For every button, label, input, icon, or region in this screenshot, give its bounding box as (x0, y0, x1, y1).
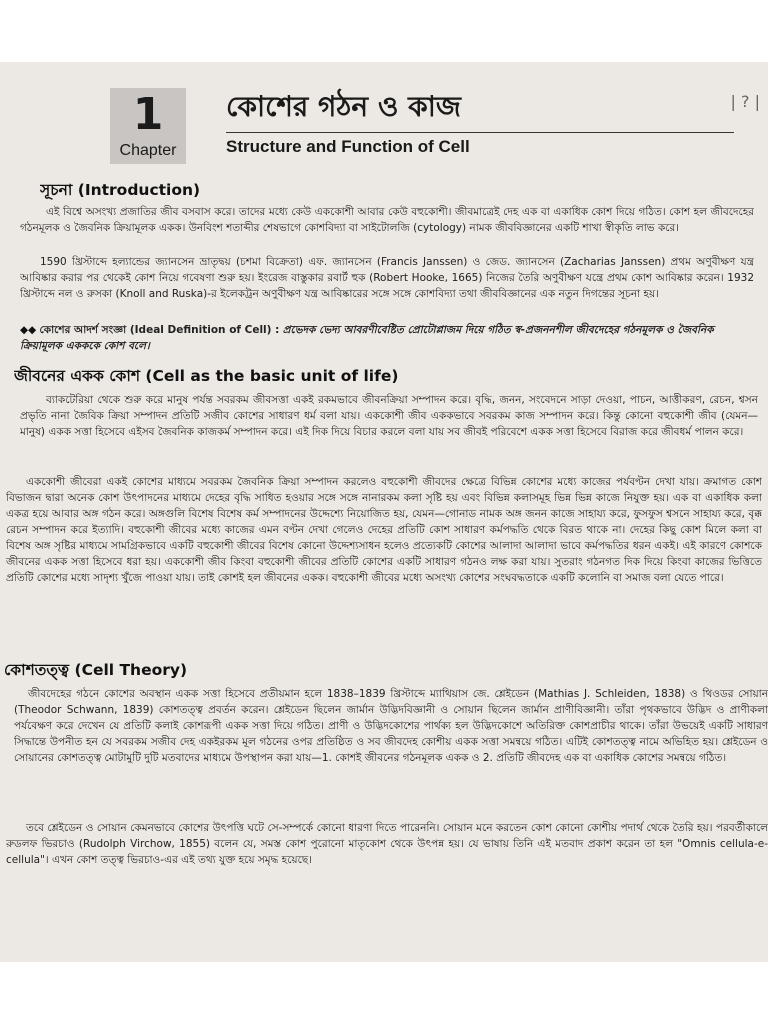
section-heading-cell-theory: কোশতত্ত্ব (Cell Theory) (4, 661, 188, 679)
intro-paragraph-2: 1590 খ্রিস্টাব্দে হল্যান্ডের জ্যানসেন ভ্রাতৃদ্বয় (চশমা বিক্রেতা) এফ. জ্যানসেন (Francis Janssen) ও জেড. জ্যানসেন (Zacharias Janssen) প্রথম অণুবীক্ষণ যন্ত্র আবিষ্কার করার পর থেকেই কোশ নিয়ে গবেষণা শুরু হয়। ইংরেজ বাস্তুকার রবার্ট হুক (Robert Hooke, 1665) নিজের তৈরি অণুবীক্ষণ যন্ত্রে প্রথম কোশ আবিষ্কার করেন। 1932 খ্রিস্টাব্দে নল ও রুসকা (Knoll and Ruska)-র ইলেকট্রন অণুবীক্ষণ যন্ত্র আবিষ্কারের সঙ্গে সঙ্গে কোশবিদ্যা তথা জীববিজ্ঞানের এক নতুন দিগন্তের সূচনা হয়। (20, 256, 754, 300)
section-heading-cell-unit: জীবনের একক কোশ (Cell as the basic unit of life) (14, 367, 399, 385)
title-divider (226, 132, 734, 133)
cell-theory-paragraph-1: জীবদেহের গঠনে কোশের অবস্থান একক সত্তা হিসেবে প্রতীয়মান হলে 1838–1839 খ্রিস্টাব্দে ম্যাথিয়াস জে. শ্লেইডেন (Mathias J. Schleiden, 1838) ও থিওডর সোয়ান (Theodor Schwann, 1839) কোশতত্ত্ব প্রবর্তন করেন। শ্লেইডেন ছিলেন জার্মান উদ্ভিদবিজ্ঞানী ও সোয়ান ছিলেন জার্মান প্রাণীবিজ্ঞানী। তাঁরা পৃথকভাবে উদ্ভিদ ও প্রাণীকলা পর্যবেক্ষণ করে দেখেন যে প্রতিটি কলাই কোশরূপী একক সত্তা দিয়ে গঠিত। প্রাণী ও উদ্ভিদকোশের পার্থক্য হল উদ্ভিদকোশে অতিরিক্ত কোশপ্রাচীর থাকে। তাঁরা উভয়েই একটি সাধারণ সিদ্ধান্তে উপনীত হন যে সবরকম সজীব দেহ একইরকম মূল গঠনের ওপর প্রতিষ্ঠিত ও সব জীবদেহ কোশীয় একক সত্তা সমন্বয়ে গঠিত। এটিই কোশতত্ত্ব নামে অভিহিত হয়। শ্লেইডেন ও সোয়ানের কোশতত্ত্ব মোটামুটি দুটি মতবাদের মাধ্যমে উপস্থাপন করা যায়—1. কোশই জীবনের গঠনমূলক একক ও 2. প্রতিটি জীবদেহ এক বা একাধিক কোশের সমন্বয়ে গঠিত। (14, 688, 768, 764)
definition-heading: কোশের আদর্শ সংজ্ঞা (Ideal Definition of Cell) : (39, 324, 280, 336)
definition-body: প্রভেদক ভেদ্য আবরণীবেষ্টিত প্রোটোপ্লাজম দিয়ে গঠিত স্ব-প্রজননশীল জীবদেহের গঠনমূলক ও জৈবনিক ক্রিয়ামূলক একককে কোশ বলে। (20, 324, 714, 352)
chapter-title-bengali: কোশের গঠন ও কাজ (226, 90, 461, 123)
chapter-number: 1 (132, 89, 164, 140)
cell-unit-paragraph-1: ব্যাকটেরিয়া থেকে শুরু করে মানুষ পর্যন্ত সবরকম জীবসত্তা একই রকমভাবে জীবনক্রিয়া সম্পাদন করে। বৃদ্ধি, জনন, সংবেদনে সাড়া দেওয়া, পাচন, আত্তীকরণ, রেচন, শ্বসন প্রভৃতি নানা জৈবিক ক্রিয়া সম্পাদন প্রতিটি সজীব কোশের সাধারণ ধর্ম বলা যায়। এককোশী জীব এককভাবে সবরকম কাজ সম্পাদন করে। কিন্তু কোনো বহুকোশী জীব (যেমন—মানুষ) একক সত্তা হিসেবে এইসব জৈবনিক কাজকর্ম সম্পাদন করে। এই দিক দিয়ে বিচার করলে বলা যায় সব জীবই পরিবেশে একক সত্তা হিসেবে বিরাজ করে জীবধর্ম পালন করে। (20, 394, 758, 438)
intro-paragraph-1: এই বিশ্বে অসংখ্য প্রজাতির জীব বসবাস করে। তাদের মধ্যে কেউ এককোশী আবার কেউ বহুকোশী। জীবমাত্রেই দেহ এক বা একাধিক কোশ দিয়ে গঠিত। কোশ হল জীবদেহের গঠনমূলক ও জৈবনিক ক্রিয়ামূলক একক। উনবিংশ শতাব্দীর শেষভাগে কোশবিদ্যা বা সাইটোলজি (cytology) নামক জীববিজ্ঞানের একটি শাখা স্বীকৃতি লাভ করে। (20, 206, 754, 234)
definition-marker-icon: ◆◆ (20, 324, 37, 336)
ideal-definition (20, 322, 754, 354)
section-heading-introduction: সূচনা (Introduction) (40, 181, 201, 199)
cell-theory-paragraph-2: তবে শ্লেইডেন ও সোয়ান কেমনভাবে কোশের উৎপত্তি ঘটে সে-সম্পর্কে কোনো ধারণা দিতে পারেননি। সোয়ান মনে করতেন কোশ কোনো কোশীয় পদার্থ থেকে তৈরি হয়। পরবর্তীকালে রুডলফ ভিরচাও (Rudolph Virchow, 1855) বলেন যে, সমস্ত কোশ পুরোনো মাতৃকোশ থেকে উৎপন্ন হয়। যে ভাষায় তিনি এই মতবাদ প্রকাশ করেন তা হল "Omnis cellula-e-cellula"। এখন কোশ তত্ত্ব ভিরচাও-এর এই তথ্য যুক্ত হয়ে সমৃদ্ধ হয়েছে। (6, 822, 768, 866)
chapter-label: Chapter (119, 142, 177, 159)
cell-unit-paragraph-2: এককোশী জীবেরা একই কোশের মাধ্যমে সবরকম জৈবনিক ক্রিয়া সম্পাদন করলেও বহুকোশী জীবদের ক্ষেত্রে বিভিন্ন কোশের মধ্যে কাজের পর্যবণ্টন দেখা যায়। ক্রমাগত কোশ বিভাজন দ্বারা অনেক কোশ উৎপাদনের মাধ্যমে দেহের বৃদ্ধি সাধিত হওয়ার সঙ্গে সঙ্গে নানারকম কলা সৃষ্টি হয় এবং বিভিন্ন কলাসমূহ ভিন্ন ভিন্ন কাজে নিযুক্ত হয়। এক বা একাধিক কলা একত্র হয়ে আবার অঙ্গ গঠন করে। অঙ্গগুলি বিশেষ বিশেষ কর্ম সম্পাদনের উদ্দেশ্যে নিয়োজিত হয়, যেমন—গোনাড নামক অঙ্গ জনন কাজে সাহায্য করে, ফুসফুস শ্বসনে সাহায্য করে, বৃক্ক রেচন সম্পাদন করে ইত্যাদি। বহুকোশী জীবের মধ্যে কাজের এমন বণ্টন দেখা গেলেও দেহের প্রতিটি কোশ সাধারণ কর্মপদ্ধতি থেকে বিরত থাকে না। দেহের কিছু কোশ মিলে কলা বা বিশেষ অঙ্গ সৃষ্টির মাধ্যমে সামগ্রিকভাবে একটি বহুকোশী জীবের বিশেষ কোনো উদ্দেশ্যসাধন হলেও প্রত্যেকটি কোশের আলাদা আলাদা ভাবে কর্মপদ্ধতির ধরন একই। এই কারণে কোশকে জীবনের একক সত্তা হিসেবে ধরা হয়। এককোশী জীব কিংবা বহুকোশী জীবের প্রতিটি কোশের একটি সাধারণ গঠনও লক্ষ করা যায়। সুতরাং গঠনগত দিক দিয়ে কিংবা কাজের ভিত্তিতে প্রতিটি কোশের মধ্যে সাদৃশ্য খুঁজে পাওয়া যায়। তাই কোশই হল জীবনের একক। বহুকোশী জীবের মধ্যে অসংখ্য কোশের সংঘবদ্ধতাকে একটি কলোনি বা সমাজ বলা যেতে পারে। (6, 476, 762, 584)
chapter-badge (110, 88, 186, 164)
book-page (0, 62, 768, 962)
corner-mark: | ? | (730, 92, 760, 111)
chapter-title-english: Structure and Function of Cell (226, 137, 470, 156)
page-content (0, 178, 768, 962)
